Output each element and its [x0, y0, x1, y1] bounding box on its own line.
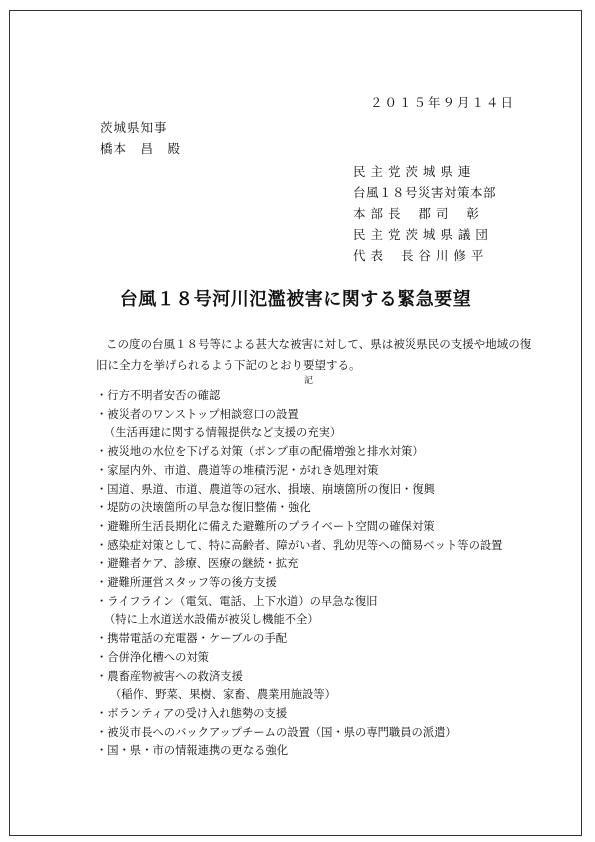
sender-line: 台風１８号災害対策本部	[353, 185, 497, 200]
request-list	[96, 387, 546, 761]
list-item: ・感染症対策として、特に高齢者、障がい者、乳幼児等への簡易ベット等の設置	[96, 538, 503, 552]
sender-line: 代 表 長 谷 川 修 平	[353, 248, 484, 263]
list-item: ・携帯電話の充電器・ケーブルの手配	[96, 632, 288, 646]
list-item: ・国・県・市の情報連携の更なる強化	[96, 744, 289, 758]
list-item-note: （特に上水道送水設備が被災し機能不全）	[104, 613, 319, 627]
list-item: ・被災市長へのバックアップチームの設置（国・県の専門職員の派遣）	[96, 725, 457, 739]
list-item-note: （生活再建に関する情報提供など支援の充実）	[104, 426, 342, 440]
document-date: ２０１５年９月１４日	[370, 95, 516, 110]
list-item: ・行方不明者安否の確認	[96, 389, 221, 402]
recipient-name: 橋本 昌 殿	[100, 141, 182, 156]
list-item: ・農畜産物被害への救済支援	[96, 669, 243, 683]
list-item: ・家屋内外、市道、農道等の堆積汚泥・がれき処理対策	[96, 463, 379, 477]
list-item: ・避難所運営スタッフ等の後方支援	[96, 576, 277, 590]
list-item: ・被災者のワンストップ相談窓口の設置	[96, 407, 299, 421]
list-item-note: （稲作、野菜、果樹、家畜、農業用施設等）	[110, 688, 336, 702]
list-item: ・避難者ケア、診療、医療の継続・拡充	[96, 557, 299, 571]
list-item: ・ライフライン（電気、電話、上下水道）の早急な復旧	[96, 594, 378, 608]
list-item: ・国道、県道、市道、農道等の冠水、損壊、崩壊箇所の復旧・復興	[96, 482, 435, 496]
sender-block	[353, 161, 496, 266]
sender-line: 民 主 党 茨 城 県 連	[353, 164, 471, 179]
recipient-title: 茨城県知事	[100, 120, 168, 135]
ki-marker: 記	[304, 376, 314, 386]
list-item: ・ボランティアの受け入れ態勢の支援	[96, 706, 288, 720]
list-item: ・被災地の水位を下げる対策（ポンプ車の配備増強と排水対策）	[96, 445, 424, 459]
list-item: ・避難所生活長期化に備えた避難所のプライベート空間の確保対策	[96, 519, 435, 533]
document-page	[9, 10, 582, 836]
list-item: ・合併浄化槽への対策	[96, 650, 209, 664]
document-title: 台風１８号河川氾濫被害に関する緊急要望	[119, 289, 472, 310]
intro-paragraph: この度の台風１８号等による甚大な被害に対して、県は被災県民の支援や地域の復旧に全力を挙げられるよう下記のとおり要望する。	[96, 337, 532, 372]
sender-line: 民 主 党 茨 城 県 議 団	[353, 227, 489, 242]
list-item: ・堤防の決壊箇所の早急な復旧整備・強化	[96, 501, 311, 515]
sender-line: 本 部 長 郡 司 彰	[353, 206, 480, 221]
